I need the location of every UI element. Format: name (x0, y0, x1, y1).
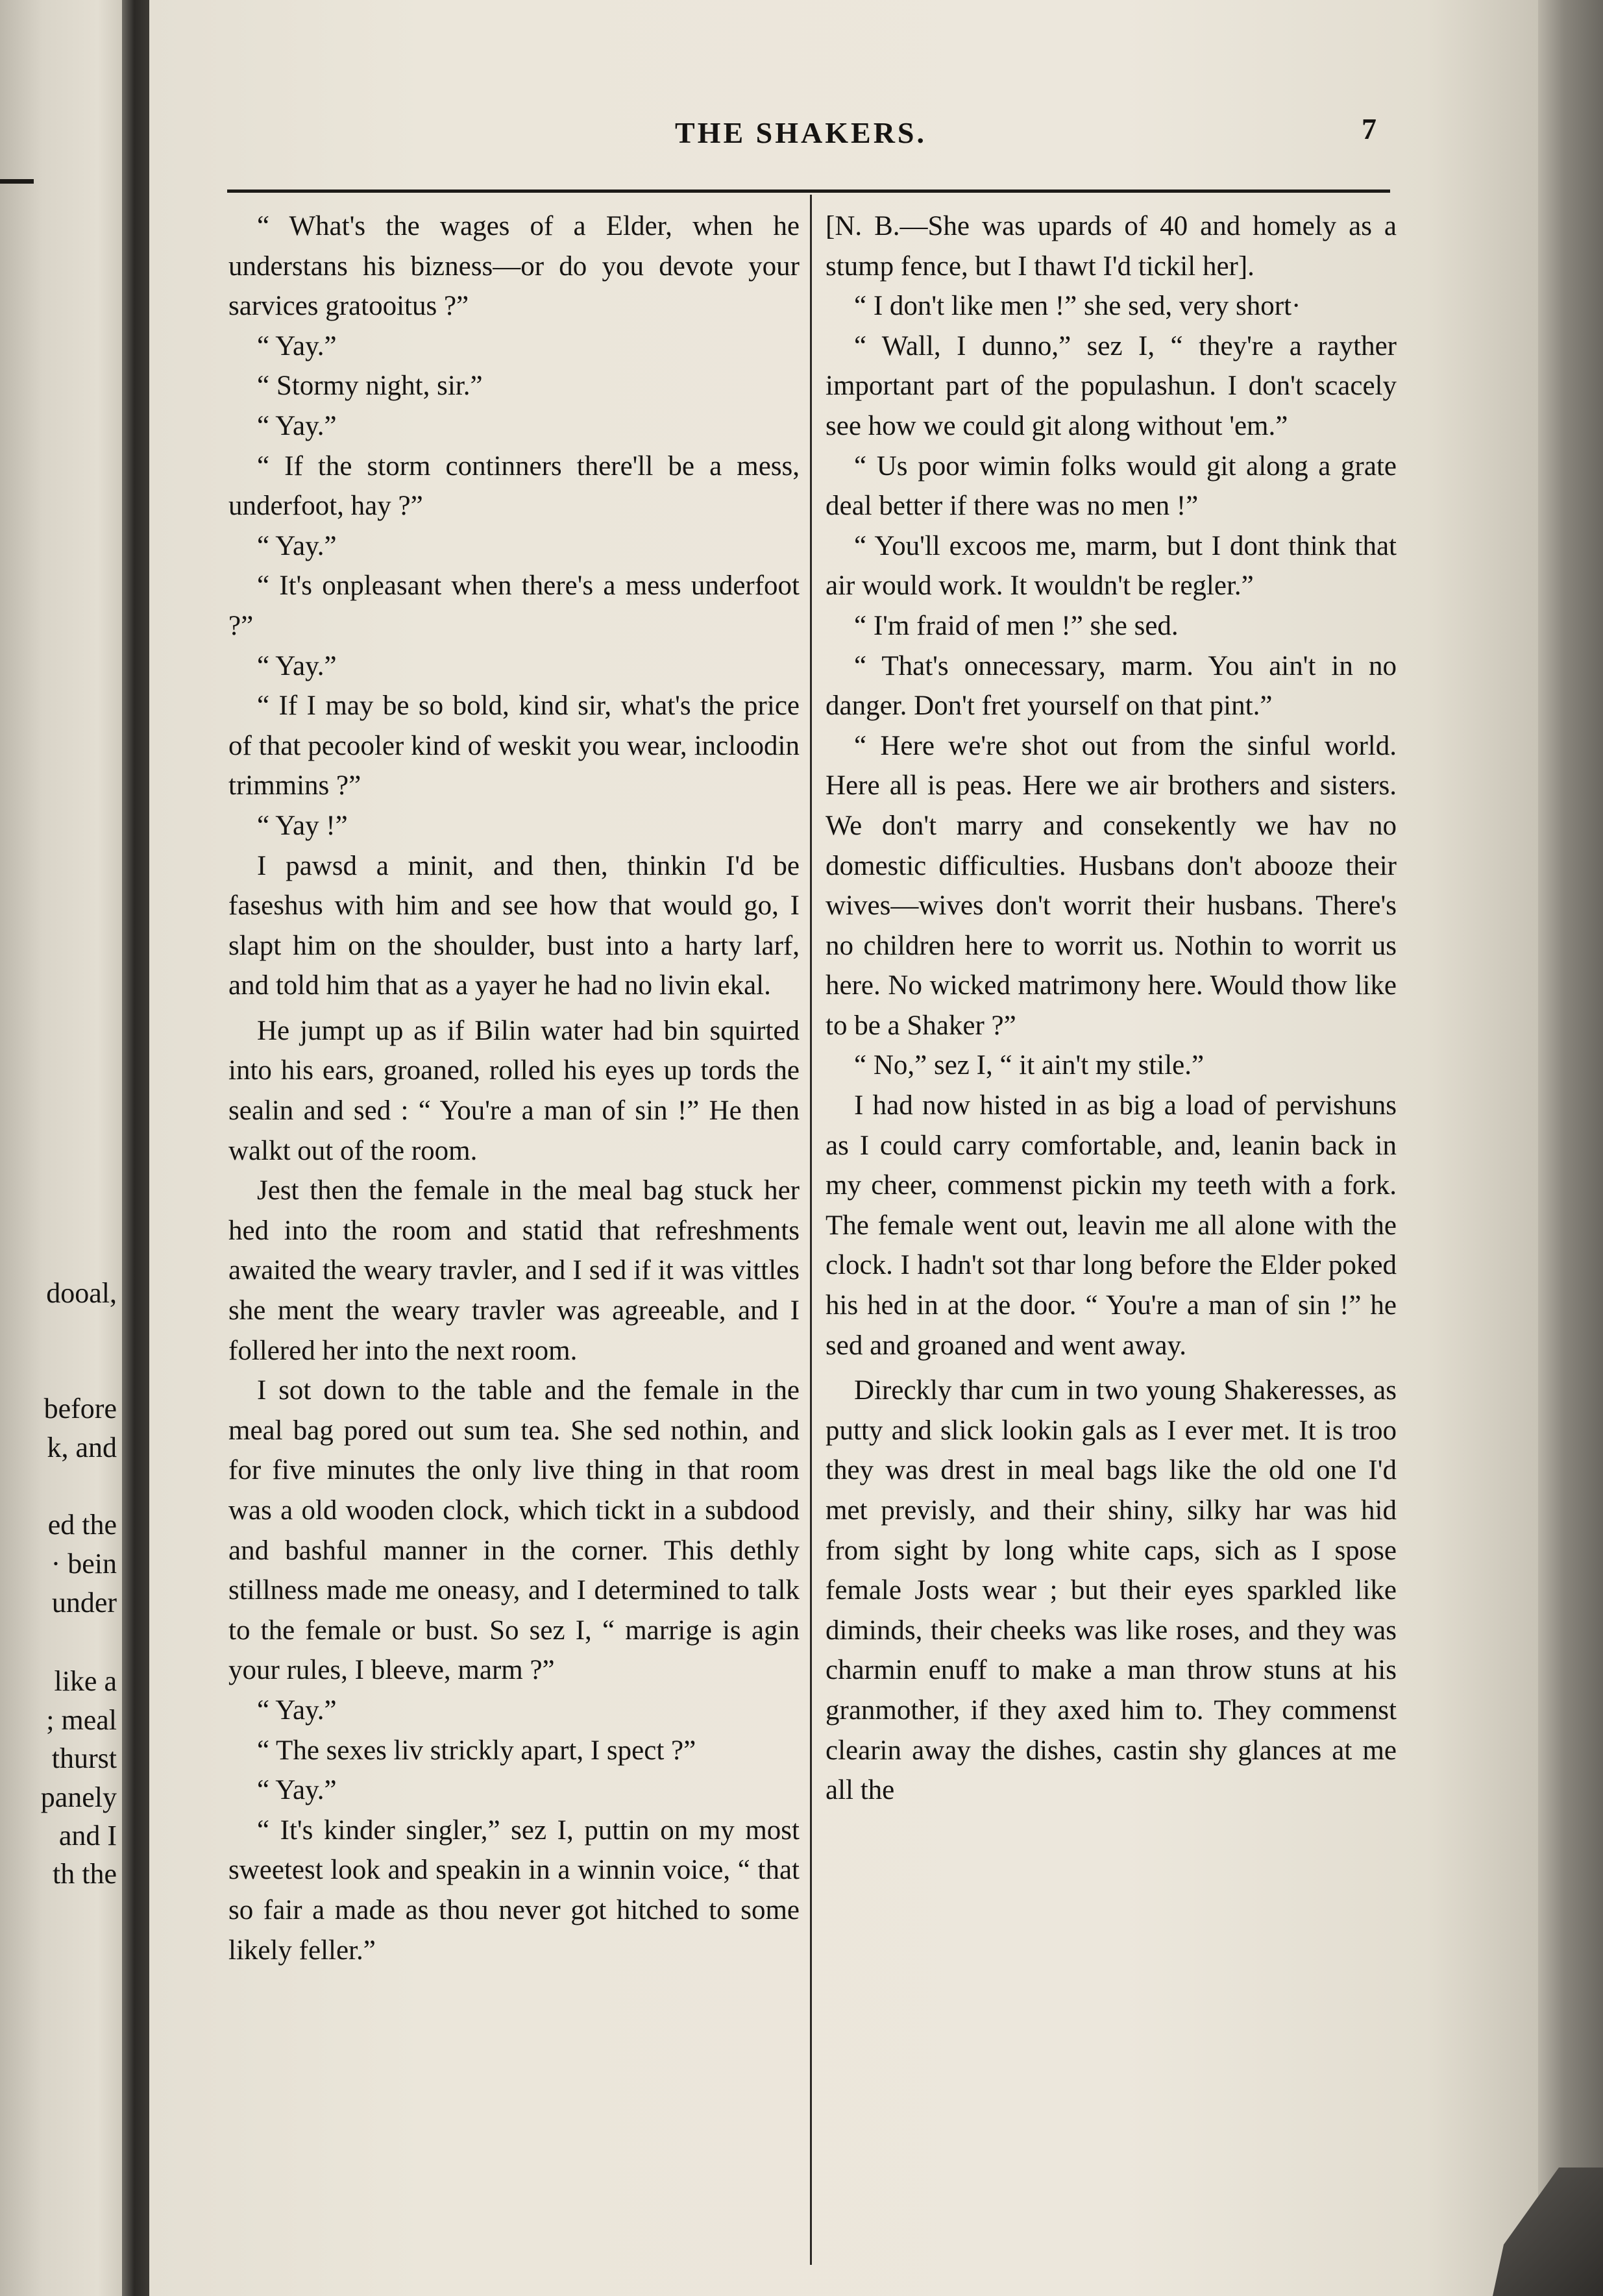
page-edge (1538, 0, 1603, 2296)
facing-page-text: dooal, (46, 1277, 117, 1309)
facing-page-text: thurst (51, 1742, 117, 1774)
facing-page-fragment (0, 0, 122, 2296)
paragraph: “ It's kinder singler,” sez I, puttin on my most sweetest look and speakin in a winnin voice, “ that so fair a made as thou never got hitched to some likely feller.” (228, 1814, 800, 1966)
paragraph: I pawsd a minit, and then, thinkin I'd be faseshus with him and see how that would go, I slapt him on the shoulder, bust into a harty larf, and told him that as a yayer he had no livin ekal. (228, 850, 800, 1001)
facing-page-text: panely (40, 1781, 117, 1813)
facing-page-text: like a (54, 1665, 117, 1697)
paragraph: “ What's the wages of a Elder, when he understans his bizness—or do you devote your sarvices gratooitus ?” (228, 211, 800, 322)
paragraph: [N. B.—She was upards of 40 and homely as a stump fence, but I thawt I'd tickil her]. (826, 211, 1397, 282)
facing-page-text: th the (53, 1858, 117, 1890)
paragraph: “ If the storm continners there'll be a mess, underfoot, hay ?” (228, 450, 800, 522)
paragraph: “ Yay.” (257, 1775, 337, 1806)
paragraph: “ Yay.” (257, 410, 337, 441)
paragraph: “ Us poor wimin folks would git along a grate deal better if there was no men !” (826, 450, 1397, 522)
facing-page-text: under (51, 1587, 117, 1618)
paragraph: I had now histed in as big a load of pervishuns as I could carry comfortable, and, leanin back in my cheer, commenst pickin my teeth with a fork. The female went out, leavin me all alone with the clock. I hadn't sot thar long before the Elder poked his hed in at the door. “ You're a man of sin !” he sed and groaned and went away. (826, 1090, 1397, 1361)
facing-page-text: k, and (47, 1432, 117, 1463)
paragraph: “ Here we're shot out from the sinful world. Here all is peas. Here we air brothers and sisters. We don't marry and consekently we hav no domestic difficulties. Husbans don't abooze their wives—wives don't worrit their husbans. There's no children here to worrit us. Nothin to worrit us here. No wicked matrimony here. Would thow like to be a Shaker ?” (826, 730, 1397, 1041)
paragraph: “ Yay !” (257, 810, 348, 841)
paragraph: “ Yay.” (257, 650, 337, 681)
paragraph: He jumpt up as if Bilin water had bin squirted into his ears, groaned, rolled his eyes up tords the sealin and sed : “ You're a man of sin !” He then walkt out of the room. (228, 1015, 800, 1166)
paragraph: I sot down to the table and the female in the meal bag pored out sum tea. She sed nothin, and for five minutes the only live thing in that room was a old wooden clock, which tickt in a subdood and bashful manner in the corner. This dethly stillness made me oneasy, and I determined to talk to the female or bust. So sez I, “ marrige is agin your rules, I bleeve, marm ?” (228, 1375, 800, 1686)
paragraph: “ Wall, I dunno,” sez I, “ they're a rayther important part of the populashun. I don't scacely see how we could git along without 'em.” (826, 330, 1397, 441)
header-rule (227, 189, 1390, 193)
paragraph: “ That's onnecessary, marm. You ain't in no danger. Don't fret yourself on that pint.” (826, 650, 1397, 722)
left-column (228, 206, 800, 1970)
running-head: THE SHAKERS. (675, 116, 927, 149)
paragraph: “ Yay.” (257, 530, 337, 561)
facing-page-dash (0, 179, 34, 184)
paragraph: Direckly thar cum in two young Shakeresses, as putty and slick lookin gals as I ever met. It is troo they was drest in meal bags like the old one I'd met previsly, and their shiny, silky har was hid from sight by long white caps, sich as I spose female Josts wear ; but their eyes sparkled like diminds, their cheeks was like roses, and they was charmin enuff to make a man throw stuns at his granmother, if they axed him to. They commenst clearin away the dishes, castin shy glances at me all the (826, 1375, 1397, 1806)
paragraph: “ If I may be so bold, kind sir, what's the price of that pecooler kind of weskit you wear, incloodin trimmins ?” (228, 690, 800, 801)
column-rule (810, 195, 812, 2265)
paragraph: “ I'm fraid of men !” she sed. (854, 610, 1179, 641)
facing-page-text: ; meal (46, 1704, 117, 1736)
paragraph: “ Yay.” (257, 330, 337, 361)
paragraph: “ Stormy night, sir.” (257, 371, 483, 402)
paragraph: “ It's onpleasant when there's a mess underfoot ?” (228, 570, 800, 641)
right-column (826, 206, 1397, 1811)
paragraph: “ The sexes liv strickly apart, I spect ?” (257, 1735, 696, 1766)
facing-page-text: and I (58, 1820, 117, 1851)
facing-page-text: before (43, 1393, 117, 1424)
paragraph: Jest then the female in the meal bag stuck her hed into the room and statid that refreshments awaited the weary travler, and I sed if it was vittles she ment the weary travler was agreeable, and I follered her into the next room. (228, 1175, 800, 1366)
facing-page-text: ed the (47, 1509, 117, 1541)
page-number: 7 (1362, 112, 1377, 145)
paragraph: “ No,” sez I, “ it ain't my stile.” (854, 1050, 1205, 1081)
book-gutter (122, 0, 149, 2296)
paragraph: “ You'll excoos me, marm, but I dont think that air would work. It wouldn't be regler.” (826, 530, 1397, 602)
paragraph: “ I don't like men !” she sed, very short· (854, 291, 1301, 322)
paragraph: “ Yay.” (257, 1694, 337, 1726)
facing-page-text: · bein (51, 1548, 117, 1580)
